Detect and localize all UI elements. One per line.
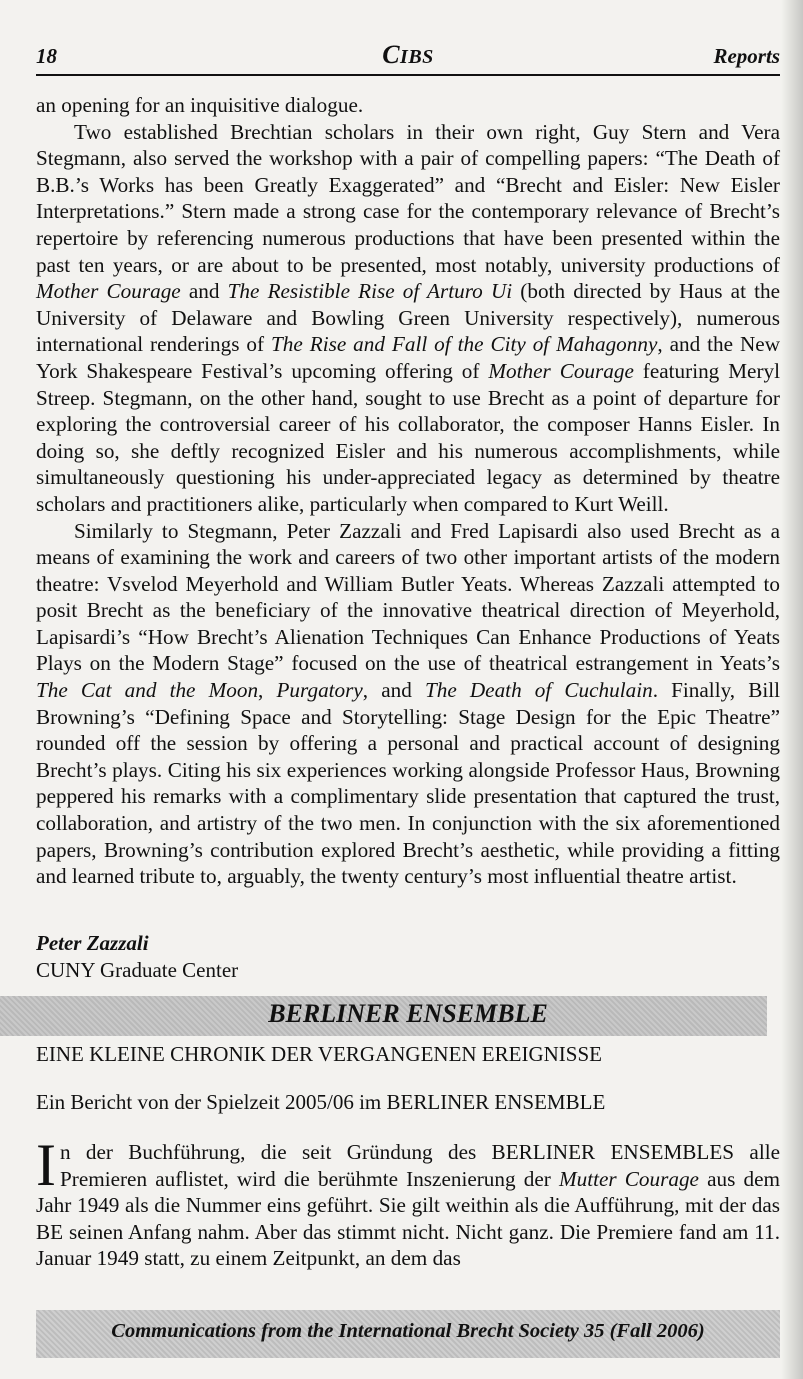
text-run: , (258, 678, 277, 703)
footer-text: Communications from the International Brecht Society 35 (Fall 2006) (111, 1320, 705, 1342)
text-run: , and (362, 678, 425, 703)
paragraph-3 (36, 518, 780, 890)
text-run: and (180, 279, 228, 304)
work-title: The Death of Cuchulain (424, 678, 653, 703)
author-byline (36, 930, 238, 984)
text-run: Similarly to Stegmann, Peter Zazzali and Fred Lapisardi also used Brecht as a means of examining the work and careers of two other important artists of the modern theatre: Vsvelod Meyerhold and William Butler Yeats. Whereas Zazzali attempted to posit Brecht as the beneficiary of the innovative theatrical direction of Meyerhold, Lapisardi’s “How Brecht’s Alienation Techniques Can Enhance Productions of Yeats Plays on the Modern Stage” focused on the use of theatrical estrangement in Yeats’s (36, 518, 780, 676)
paragraph-2 (36, 119, 780, 518)
section-subtitle: EINE KLEINE CHRONIK DER VERGANGENEN EREIGNISSE (36, 1042, 602, 1066)
page-number: 18 (36, 44, 57, 68)
section-title: BERLINER ENSEMBLE (268, 999, 548, 1028)
author-affiliation: CUNY Graduate Center (36, 958, 239, 982)
section-name: Reports (713, 44, 780, 68)
text-run: featuring Meryl Streep. Stegmann, on the other hand, sought to use Brecht as a point of departure for exploring the controversial career of his collaborator, the composer Hanns Eisler. In doing so, she deftly recognized Eisler and his numerous accomplishments, while simultaneously questioning his under-appreciated legacy as determined by theatre scholars and practitioners alike, particularly when compared to Kurt Weill. (36, 358, 780, 516)
journal-title-rest: IBS (400, 46, 434, 68)
work-title: Purgatory (276, 678, 363, 703)
work-title: Mutter Courage (558, 1166, 699, 1191)
text-run: , and the New York Shakespeare Festival’s upcoming offering of (36, 332, 780, 383)
journal-title-initial: C (382, 40, 401, 69)
running-header (36, 38, 780, 76)
paragraph-1: an opening for an inquisitive dialogue. (36, 93, 364, 117)
drop-cap: I (36, 1132, 56, 1198)
text-run: aus dem Jahr 1949 als die Nummer eins geführt. Sie gilt weithin als die Aufführung, mit der das BE seinen Anfang nahm. Aber das stimmt nicht. Nicht ganz. Die Premiere fand am 11. Januar 1949 statt, zu einem Zeitpunkt, an dem das (36, 1166, 780, 1271)
section-subheading: Ein Bericht von der Spielzeit 2005/06 im BERLINER ENSEMBLE (36, 1090, 606, 1114)
work-title: The Resistible Rise of Arturo Ui (227, 279, 513, 304)
work-title: The Cat and the Moon (36, 678, 259, 703)
text-run: n der Buchführung, die seit Gründung des BERLINER ENSEMBLES alle Premieren auflistet, wird die berühmte Inszenierung der (59, 1140, 780, 1191)
text-run: (both directed by Haus at the University of Delaware and Bowling Green University respectively), numerous international renderings of (36, 279, 781, 357)
journal-title (36, 40, 780, 70)
author-name: Peter Zazzali (36, 931, 149, 955)
work-title: Mother Courage (36, 279, 181, 304)
work-title: Mother Courage (488, 358, 634, 383)
text-run: Two established Brechtian scholars in their own right, Guy Stern and Vera Stegmann, also served the workshop with a pair of compelling papers: “The Death of B.B.’s Works has been Greatly Exaggerated” and “Brecht and Eisler: New Eisler Interpretations.” Stern made a strong case for the contemporary relevance of Brecht’s repertoire by referencing numerous productions that have been presented within the past ten years, or are about to be presented, most notably, university productions of (36, 119, 780, 277)
article-body (36, 92, 780, 890)
work-title: The Rise and Fall of the City of Mahagonny (271, 332, 658, 357)
text-run: . Finally, Bill Browning’s “Defining Space and Storytelling: Stage Design for the Epic Theatre” rounded off the session by offering a personal and practical account of designing Brecht’s plays. Citing his six experiences working alongside Professor Haus, Browning peppered his remarks with a complimentary slide presentation that captured the trust, collaboration, and artistry of the two men. In conjunction with the six aforementioned papers, Browning’s contribution explored Brecht’s aesthetic, while providing a fitting and learned tribute to, arguably, the twenty century’s most influential theatre artist. (36, 678, 781, 889)
page-edge-shadow (781, 0, 803, 1379)
german-article-body (36, 1132, 780, 1272)
